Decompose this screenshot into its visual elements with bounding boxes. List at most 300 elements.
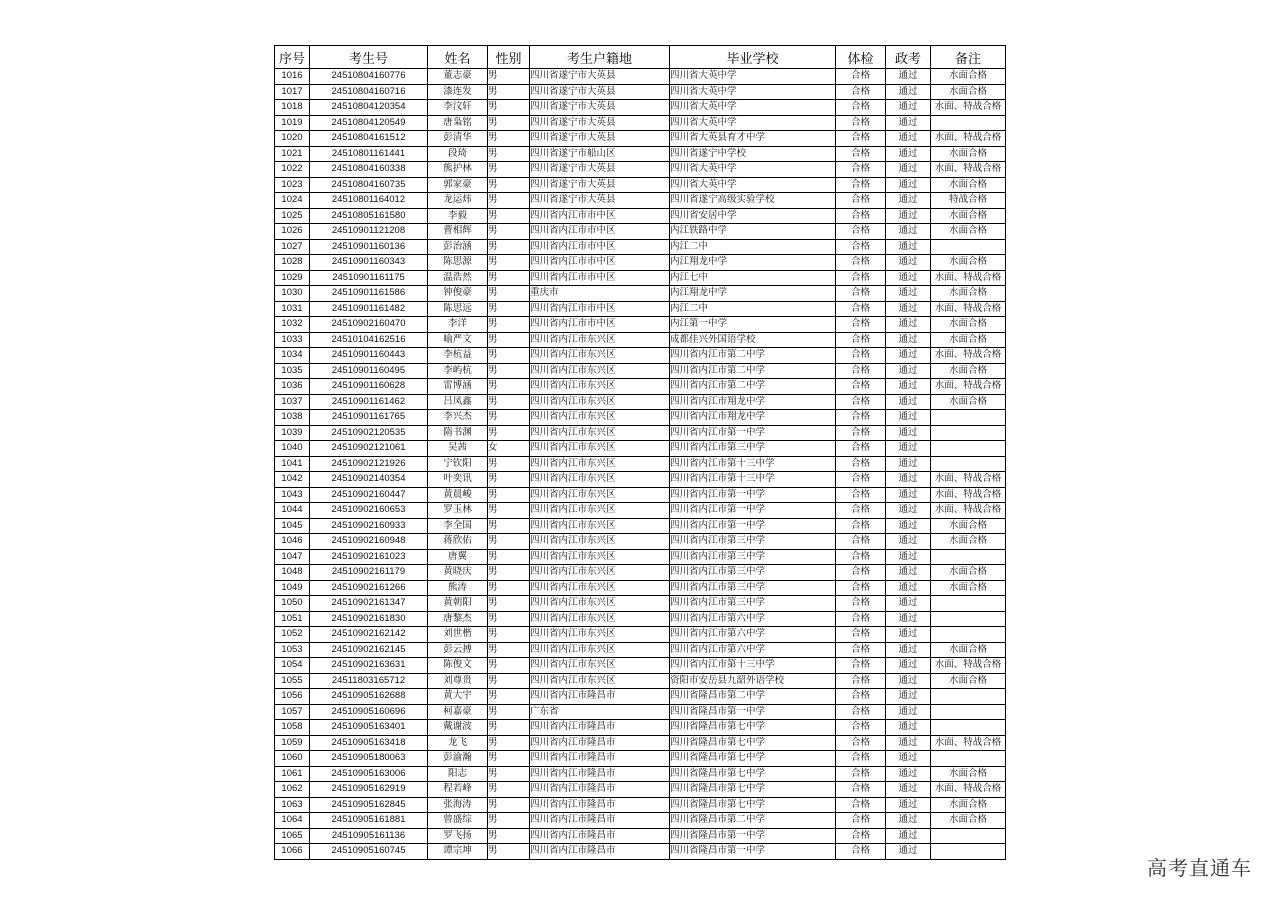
- cell-name: 曾盛综: [428, 813, 488, 829]
- cell-graduating-school: 四川省内江市第一中学: [670, 487, 836, 503]
- header-graduating-school: 毕业学校: [670, 46, 836, 69]
- cell-household-registration: 四川省内江市市中区: [530, 255, 670, 271]
- table-row: [275, 549, 1006, 565]
- cell-candidate-id: 24510902161179: [310, 565, 428, 581]
- cell-remarks: 水面、特战合格: [931, 658, 1006, 674]
- cell-candidate-id: 24510905162845: [310, 797, 428, 813]
- cell-political-review: 通过: [886, 301, 931, 317]
- cell-household-registration: 四川省遂宁市大英县: [530, 131, 670, 147]
- cell-serial-number: 1065: [275, 828, 310, 844]
- table-row: [275, 487, 1006, 503]
- table-row: [275, 828, 1006, 844]
- cell-serial-number: 1035: [275, 363, 310, 379]
- cell-remarks: 水面合格: [931, 255, 1006, 271]
- cell-serial-number: 1046: [275, 534, 310, 550]
- cell-candidate-id: 24510901160343: [310, 255, 428, 271]
- table-row: [275, 565, 1006, 581]
- cell-candidate-id: 24510902160470: [310, 317, 428, 333]
- cell-household-registration: 四川省内江市市中区: [530, 224, 670, 240]
- cell-household-registration: 四川省内江市东兴区: [530, 658, 670, 674]
- cell-physical-exam: 合格: [836, 162, 886, 178]
- cell-physical-exam: 合格: [836, 394, 886, 410]
- cell-physical-exam: 合格: [836, 673, 886, 689]
- cell-political-review: 通过: [886, 503, 931, 519]
- cell-gender: 男: [488, 813, 530, 829]
- cell-name: 宁钦阳: [428, 456, 488, 472]
- cell-household-registration: 四川省内江市东兴区: [530, 627, 670, 643]
- cell-physical-exam: 合格: [836, 720, 886, 736]
- cell-household-registration: 四川省内江市东兴区: [530, 503, 670, 519]
- cell-graduating-school: 四川省内江市第二中学: [670, 379, 836, 395]
- cell-gender: 男: [488, 394, 530, 410]
- cell-candidate-id: 24510902161023: [310, 549, 428, 565]
- cell-political-review: 通过: [886, 193, 931, 209]
- cell-name: 吴茜: [428, 441, 488, 457]
- header-remarks: 备注: [931, 46, 1006, 69]
- cell-candidate-id: 24510902163631: [310, 658, 428, 674]
- cell-remarks: 水面合格: [931, 317, 1006, 333]
- cell-graduating-school: 四川省隆昌市第七中学: [670, 735, 836, 751]
- cell-serial-number: 1043: [275, 487, 310, 503]
- cell-household-registration: 四川省遂宁市大英县: [530, 193, 670, 209]
- cell-political-review: 通过: [886, 410, 931, 426]
- cell-name: 彭渝瀚: [428, 751, 488, 767]
- cell-candidate-id: 24510905163401: [310, 720, 428, 736]
- cell-gender: 男: [488, 84, 530, 100]
- cell-gender: 男: [488, 735, 530, 751]
- cell-serial-number: 1064: [275, 813, 310, 829]
- cell-remarks: 水面合格: [931, 286, 1006, 302]
- cell-physical-exam: 合格: [836, 596, 886, 612]
- cell-remarks: 水面合格: [931, 580, 1006, 596]
- table-row: [275, 84, 1006, 100]
- cell-graduating-school: 四川省内江市第三中学: [670, 580, 836, 596]
- cell-candidate-id: 24510905160745: [310, 844, 428, 860]
- cell-gender: 男: [488, 177, 530, 193]
- table-row: [275, 797, 1006, 813]
- cell-serial-number: 1056: [275, 689, 310, 705]
- cell-graduating-school: 四川省内江市第十三中学: [670, 456, 836, 472]
- cell-serial-number: 1022: [275, 162, 310, 178]
- cell-candidate-id: 24510901160628: [310, 379, 428, 395]
- cell-remarks: [931, 115, 1006, 131]
- cell-remarks: [931, 425, 1006, 441]
- cell-name: 李毅: [428, 208, 488, 224]
- cell-name: 张海涛: [428, 797, 488, 813]
- cell-gender: 男: [488, 115, 530, 131]
- table-row: [275, 146, 1006, 162]
- cell-remarks: 水面、特战合格: [931, 301, 1006, 317]
- cell-serial-number: 1053: [275, 642, 310, 658]
- cell-name: 漆连发: [428, 84, 488, 100]
- table-row: [275, 270, 1006, 286]
- cell-candidate-id: 24510901161765: [310, 410, 428, 426]
- cell-gender: 男: [488, 627, 530, 643]
- table-row: [275, 425, 1006, 441]
- cell-gender: 男: [488, 131, 530, 147]
- cell-political-review: 通过: [886, 596, 931, 612]
- cell-household-registration: 四川省内江市隆昌市: [530, 689, 670, 705]
- cell-physical-exam: 合格: [836, 286, 886, 302]
- cell-name: 彭云搏: [428, 642, 488, 658]
- cell-physical-exam: 合格: [836, 348, 886, 364]
- cell-physical-exam: 合格: [836, 828, 886, 844]
- cell-physical-exam: 合格: [836, 627, 886, 643]
- cell-serial-number: 1020: [275, 131, 310, 147]
- cell-remarks: 水面合格: [931, 534, 1006, 550]
- cell-graduating-school: 四川省内江市第六中学: [670, 627, 836, 643]
- cell-graduating-school: 内江二中: [670, 239, 836, 255]
- cell-household-registration: 四川省内江市东兴区: [530, 534, 670, 550]
- cell-serial-number: 1040: [275, 441, 310, 457]
- table-row: [275, 193, 1006, 209]
- cell-name: 阳志: [428, 766, 488, 782]
- table-row: [275, 503, 1006, 519]
- cell-household-registration: 四川省内江市东兴区: [530, 472, 670, 488]
- cell-candidate-id: 24510902162145: [310, 642, 428, 658]
- cell-household-registration: 四川省遂宁市大英县: [530, 177, 670, 193]
- cell-graduating-school: 四川省大英中学: [670, 162, 836, 178]
- cell-candidate-id: 24510901160443: [310, 348, 428, 364]
- cell-serial-number: 1024: [275, 193, 310, 209]
- cell-political-review: 通过: [886, 177, 931, 193]
- cell-physical-exam: 合格: [836, 239, 886, 255]
- cell-physical-exam: 合格: [836, 689, 886, 705]
- cell-physical-exam: 合格: [836, 549, 886, 565]
- cell-gender: 男: [488, 472, 530, 488]
- cell-gender: 男: [488, 239, 530, 255]
- cell-serial-number: 1047: [275, 549, 310, 565]
- cell-gender: 男: [488, 100, 530, 116]
- table-row: [275, 100, 1006, 116]
- cell-political-review: 通过: [886, 286, 931, 302]
- cell-household-registration: 四川省遂宁市大英县: [530, 69, 670, 85]
- cell-graduating-school: 四川省隆昌市第七中学: [670, 720, 836, 736]
- table-row: [275, 472, 1006, 488]
- cell-physical-exam: 合格: [836, 224, 886, 240]
- cell-serial-number: 1028: [275, 255, 310, 271]
- table-row: [275, 658, 1006, 674]
- cell-physical-exam: 合格: [836, 301, 886, 317]
- cell-candidate-id: 24510902161266: [310, 580, 428, 596]
- cell-gender: 男: [488, 596, 530, 612]
- header-physical-exam: 体检: [836, 46, 886, 69]
- cell-political-review: 通过: [886, 394, 931, 410]
- cell-political-review: 通过: [886, 208, 931, 224]
- cell-political-review: 通过: [886, 162, 931, 178]
- cell-remarks: 水面合格: [931, 565, 1006, 581]
- cell-gender: 男: [488, 844, 530, 860]
- cell-political-review: 通过: [886, 363, 931, 379]
- cell-name: 黄晓庆: [428, 565, 488, 581]
- cell-political-review: 通过: [886, 518, 931, 534]
- cell-remarks: [931, 611, 1006, 627]
- cell-political-review: 通过: [886, 270, 931, 286]
- cell-remarks: 水面、特战合格: [931, 487, 1006, 503]
- cell-name: 刘世楷: [428, 627, 488, 643]
- table-row: [275, 115, 1006, 131]
- cell-physical-exam: 合格: [836, 813, 886, 829]
- cell-name: 李屿杭: [428, 363, 488, 379]
- table-row: [275, 596, 1006, 612]
- header-candidate-id: 考生号: [310, 46, 428, 69]
- cell-physical-exam: 合格: [836, 797, 886, 813]
- cell-gender: 男: [488, 286, 530, 302]
- cell-name: 李汶轩: [428, 100, 488, 116]
- cell-household-registration: 四川省内江市东兴区: [530, 456, 670, 472]
- cell-physical-exam: 合格: [836, 735, 886, 751]
- header-serial-number: 序号: [275, 46, 310, 69]
- cell-serial-number: 1023: [275, 177, 310, 193]
- cell-name: 温浩然: [428, 270, 488, 286]
- cell-remarks: 水面、特战合格: [931, 131, 1006, 147]
- cell-serial-number: 1036: [275, 379, 310, 395]
- cell-serial-number: 1034: [275, 348, 310, 364]
- cell-remarks: 水面合格: [931, 146, 1006, 162]
- cell-political-review: 通过: [886, 658, 931, 674]
- cell-physical-exam: 合格: [836, 69, 886, 85]
- cell-political-review: 通过: [886, 844, 931, 860]
- cell-remarks: 水面、特战合格: [931, 100, 1006, 116]
- cell-gender: 男: [488, 379, 530, 395]
- cell-graduating-school: 四川省内江市第三中学: [670, 565, 836, 581]
- cell-name: 隋书渊: [428, 425, 488, 441]
- cell-serial-number: 1037: [275, 394, 310, 410]
- cell-gender: 男: [488, 782, 530, 798]
- cell-serial-number: 1063: [275, 797, 310, 813]
- cell-gender: 男: [488, 255, 530, 271]
- cell-remarks: 水面、特战合格: [931, 472, 1006, 488]
- cell-candidate-id: 24510901161586: [310, 286, 428, 302]
- cell-physical-exam: 合格: [836, 255, 886, 271]
- cell-political-review: 通过: [886, 100, 931, 116]
- cell-political-review: 通过: [886, 627, 931, 643]
- cell-remarks: 水面、特战合格: [931, 162, 1006, 178]
- cell-graduating-school: 四川省大英县育才中学: [670, 131, 836, 147]
- cell-candidate-id: 24510804160716: [310, 84, 428, 100]
- table-row: [275, 131, 1006, 147]
- cell-gender: 男: [488, 301, 530, 317]
- cell-name: 郭家豪: [428, 177, 488, 193]
- cell-name: 曹相辉: [428, 224, 488, 240]
- cell-candidate-id: 24510905180063: [310, 751, 428, 767]
- cell-name: 李洋: [428, 317, 488, 333]
- cell-political-review: 通过: [886, 224, 931, 240]
- cell-remarks: [931, 456, 1006, 472]
- cell-remarks: 水面合格: [931, 177, 1006, 193]
- cell-political-review: 通过: [886, 317, 931, 333]
- cell-household-registration: 广东省: [530, 704, 670, 720]
- cell-remarks: [931, 441, 1006, 457]
- cell-household-registration: 四川省内江市市中区: [530, 239, 670, 255]
- cell-graduating-school: 四川省内江市第三中学: [670, 549, 836, 565]
- cell-name: 李全国: [428, 518, 488, 534]
- cell-political-review: 通过: [886, 735, 931, 751]
- cell-remarks: 水面合格: [931, 813, 1006, 829]
- table-row: [275, 394, 1006, 410]
- cell-political-review: 通过: [886, 456, 931, 472]
- cell-serial-number: 1060: [275, 751, 310, 767]
- cell-gender: 男: [488, 425, 530, 441]
- cell-household-registration: 四川省内江市东兴区: [530, 348, 670, 364]
- cell-serial-number: 1031: [275, 301, 310, 317]
- cell-gender: 男: [488, 518, 530, 534]
- cell-graduating-school: 内江铁路中学: [670, 224, 836, 240]
- table-row: [275, 627, 1006, 643]
- cell-physical-exam: 合格: [836, 317, 886, 333]
- cell-graduating-school: 内江翔龙中学: [670, 286, 836, 302]
- header-household-registration: 考生户籍地: [530, 46, 670, 69]
- table-row: [275, 410, 1006, 426]
- cell-graduating-school: 四川省隆昌市第二中学: [670, 689, 836, 705]
- cell-candidate-id: 24510902160447: [310, 487, 428, 503]
- cell-name: 熊护林: [428, 162, 488, 178]
- cell-political-review: 通过: [886, 332, 931, 348]
- cell-physical-exam: 合格: [836, 425, 886, 441]
- cell-graduating-school: 四川省内江市第二中学: [670, 348, 836, 364]
- cell-serial-number: 1048: [275, 565, 310, 581]
- cell-candidate-id: 24510905160696: [310, 704, 428, 720]
- header-gender: 性别: [488, 46, 530, 69]
- cell-graduating-school: 四川省大英中学: [670, 177, 836, 193]
- table-row: [275, 348, 1006, 364]
- cell-household-registration: 四川省内江市东兴区: [530, 487, 670, 503]
- cell-remarks: 水面合格: [931, 363, 1006, 379]
- cell-gender: 男: [488, 270, 530, 286]
- cell-candidate-id: 24510905162688: [310, 689, 428, 705]
- cell-remarks: 水面合格: [931, 84, 1006, 100]
- table-header: [275, 46, 1006, 69]
- cell-household-registration: 四川省内江市东兴区: [530, 332, 670, 348]
- cell-remarks: [931, 751, 1006, 767]
- cell-graduating-school: 内江第一中学: [670, 317, 836, 333]
- cell-political-review: 通过: [886, 782, 931, 798]
- cell-political-review: 通过: [886, 441, 931, 457]
- cell-political-review: 通过: [886, 348, 931, 364]
- cell-remarks: 水面合格: [931, 208, 1006, 224]
- cell-candidate-id: 24510902160933: [310, 518, 428, 534]
- cell-physical-exam: 合格: [836, 766, 886, 782]
- cell-political-review: 通过: [886, 69, 931, 85]
- cell-name: 程若峰: [428, 782, 488, 798]
- cell-graduating-school: 四川省大英中学: [670, 69, 836, 85]
- cell-gender: 男: [488, 69, 530, 85]
- cell-physical-exam: 合格: [836, 704, 886, 720]
- cell-physical-exam: 合格: [836, 565, 886, 581]
- cell-graduating-school: 四川省隆昌市第七中学: [670, 766, 836, 782]
- cell-political-review: 通过: [886, 131, 931, 147]
- cell-household-registration: 四川省内江市隆昌市: [530, 844, 670, 860]
- cell-serial-number: 1045: [275, 518, 310, 534]
- cell-gender: 男: [488, 363, 530, 379]
- cell-remarks: 水面合格: [931, 224, 1006, 240]
- cell-political-review: 通过: [886, 84, 931, 100]
- cell-household-registration: 四川省内江市市中区: [530, 301, 670, 317]
- cell-remarks: [931, 828, 1006, 844]
- watermark-text: 高考直通车: [1147, 856, 1252, 880]
- cell-serial-number: 1029: [275, 270, 310, 286]
- cell-candidate-id: 24510902161347: [310, 596, 428, 612]
- cell-gender: 男: [488, 224, 530, 240]
- cell-household-registration: 四川省内江市市中区: [530, 270, 670, 286]
- cell-graduating-school: 四川省隆昌市第二中学: [670, 813, 836, 829]
- cell-candidate-id: 24510905162919: [310, 782, 428, 798]
- cell-gender: 男: [488, 487, 530, 503]
- cell-name: 段琦: [428, 146, 488, 162]
- table-row: [275, 441, 1006, 457]
- cell-physical-exam: 合格: [836, 193, 886, 209]
- cell-graduating-school: 四川省内江市第一中学: [670, 425, 836, 441]
- cell-household-registration: 四川省内江市东兴区: [530, 673, 670, 689]
- cell-gender: 男: [488, 332, 530, 348]
- cell-remarks: [931, 844, 1006, 860]
- cell-graduating-school: 内江翔龙中学: [670, 255, 836, 271]
- cell-candidate-id: 24510801161441: [310, 146, 428, 162]
- cell-physical-exam: 合格: [836, 472, 886, 488]
- cell-physical-exam: 合格: [836, 100, 886, 116]
- cell-household-registration: 四川省内江市东兴区: [530, 441, 670, 457]
- cell-candidate-id: 24510901121208: [310, 224, 428, 240]
- cell-physical-exam: 合格: [836, 642, 886, 658]
- cell-household-registration: 四川省内江市隆昌市: [530, 720, 670, 736]
- table-body: [275, 69, 1006, 860]
- cell-candidate-id: 24510804120354: [310, 100, 428, 116]
- cell-remarks: 水面合格: [931, 642, 1006, 658]
- table-row: [275, 689, 1006, 705]
- table-row: [275, 379, 1006, 395]
- cell-remarks: 水面、特战合格: [931, 735, 1006, 751]
- cell-remarks: [931, 704, 1006, 720]
- cell-gender: 男: [488, 456, 530, 472]
- cell-candidate-id: 24510902160653: [310, 503, 428, 519]
- cell-serial-number: 1016: [275, 69, 310, 85]
- cell-remarks: [931, 689, 1006, 705]
- cell-serial-number: 1030: [275, 286, 310, 302]
- cell-name: 陈思远: [428, 301, 488, 317]
- cell-political-review: 通过: [886, 642, 931, 658]
- cell-political-review: 通过: [886, 534, 931, 550]
- cell-household-registration: 四川省内江市隆昌市: [530, 813, 670, 829]
- cell-gender: 男: [488, 410, 530, 426]
- cell-physical-exam: 合格: [836, 534, 886, 550]
- table-row: [275, 611, 1006, 627]
- cell-household-registration: 四川省内江市东兴区: [530, 394, 670, 410]
- cell-remarks: [931, 549, 1006, 565]
- cell-graduating-school: 四川省隆昌市第七中学: [670, 797, 836, 813]
- cell-serial-number: 1066: [275, 844, 310, 860]
- cell-remarks: 特战合格: [931, 193, 1006, 209]
- cell-candidate-id: 24510804160735: [310, 177, 428, 193]
- cell-serial-number: 1027: [275, 239, 310, 255]
- cell-gender: 男: [488, 162, 530, 178]
- cell-remarks: [931, 596, 1006, 612]
- cell-household-registration: 四川省内江市隆昌市: [530, 751, 670, 767]
- cell-graduating-school: 四川省内江市第十三中学: [670, 658, 836, 674]
- cell-physical-exam: 合格: [836, 518, 886, 534]
- cell-name: 罗飞扬: [428, 828, 488, 844]
- cell-candidate-id: 24510804160338: [310, 162, 428, 178]
- cell-remarks: [931, 720, 1006, 736]
- cell-candidate-id: 24510804120549: [310, 115, 428, 131]
- cell-household-registration: 四川省内江市东兴区: [530, 363, 670, 379]
- cell-household-registration: 四川省内江市东兴区: [530, 611, 670, 627]
- cell-physical-exam: 合格: [836, 115, 886, 131]
- cell-physical-exam: 合格: [836, 363, 886, 379]
- cell-household-registration: 四川省内江市东兴区: [530, 549, 670, 565]
- cell-remarks: 水面、特战合格: [931, 348, 1006, 364]
- cell-graduating-school: 四川省内江市第六中学: [670, 642, 836, 658]
- cell-household-registration: 四川省内江市东兴区: [530, 580, 670, 596]
